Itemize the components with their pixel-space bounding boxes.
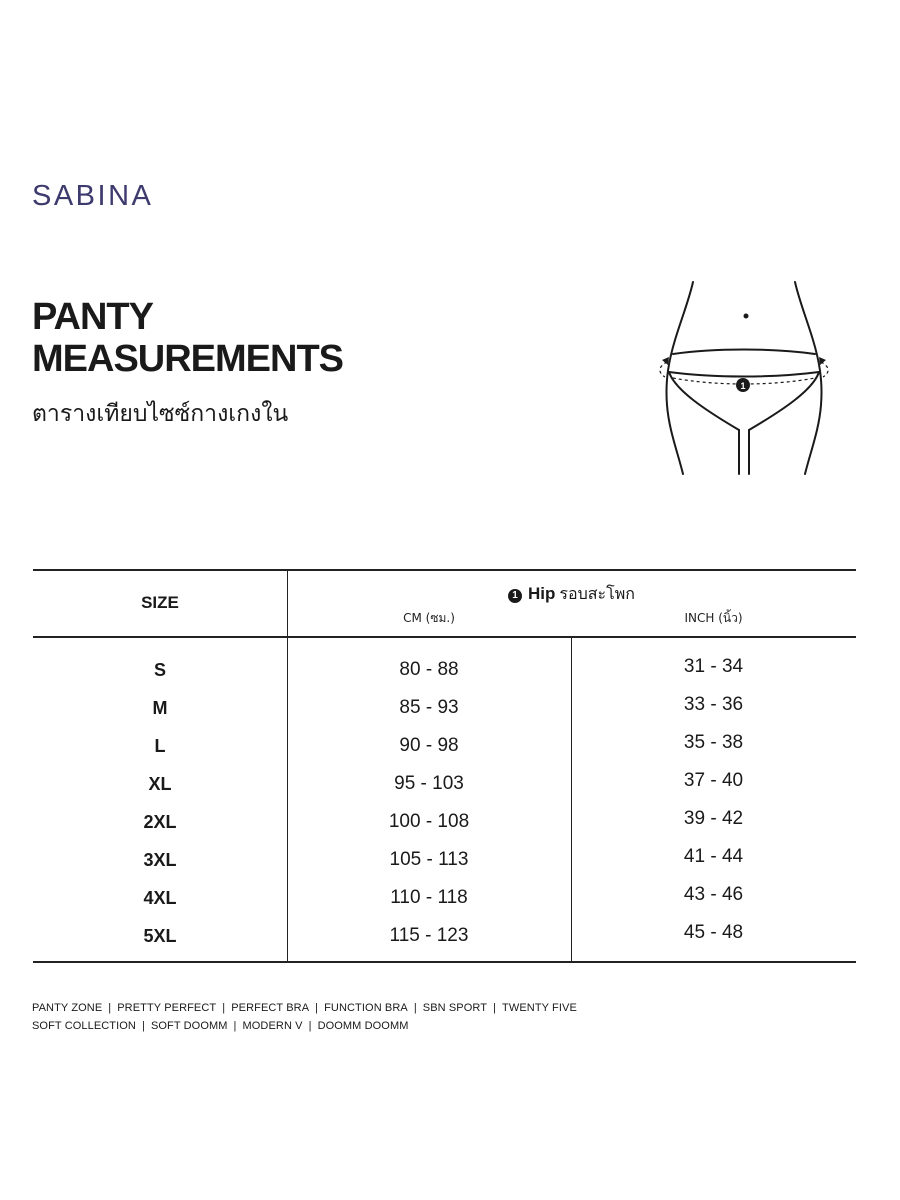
footer-separator: | <box>413 1002 417 1014</box>
table-row <box>33 810 856 848</box>
page-subtitle: ตารางเทียบไซซ์กางเกงใน <box>32 401 289 427</box>
table-row <box>33 658 856 696</box>
size-cell: M <box>152 698 168 718</box>
footer-line-2 <box>32 1017 577 1035</box>
hip-marker: 1 <box>508 589 522 603</box>
footer-item: PRETTY PERFECT <box>117 1002 217 1014</box>
footer-item: PERFECT BRA <box>231 1002 310 1014</box>
inch-cell: 39 - 42 <box>683 808 744 829</box>
cm-cell: 85 - 93 <box>399 697 459 718</box>
inch-cell: 45 - 48 <box>683 922 744 943</box>
cm-cell: 95 - 103 <box>394 773 464 794</box>
size-column-header: SIZE <box>141 593 179 612</box>
cm-cell: 100 - 108 <box>388 811 470 832</box>
size-cell: 5XL <box>143 926 177 946</box>
size-table <box>33 569 856 963</box>
footer-item: TWENTY FIVE <box>502 1002 577 1014</box>
title-line-1: PANTY <box>32 296 153 338</box>
arrow-head-right <box>819 357 826 365</box>
inch-cell: 37 - 40 <box>683 770 744 791</box>
footer-item: SBN SPORT <box>422 1002 488 1014</box>
cm-cell: 110 - 118 <box>390 887 468 908</box>
inch-cell: 33 - 36 <box>683 694 744 715</box>
page-title <box>32 296 343 380</box>
size-cell: S <box>153 660 166 680</box>
footer-item: MODERN V <box>242 1020 303 1032</box>
table-row <box>33 848 856 886</box>
waistband-top <box>673 350 815 355</box>
measure-marker-label: 1 <box>740 381 746 391</box>
inch-cell: 41 - 44 <box>683 846 744 867</box>
footer-item: FUNCTION BRA <box>324 1002 408 1014</box>
inch-cell: 43 - 46 <box>683 884 744 905</box>
size-cell: 2XL <box>143 812 177 832</box>
cm-cell: 90 - 98 <box>399 735 459 756</box>
body-left-contour <box>666 282 693 474</box>
brand-logo: SABINA <box>32 180 154 212</box>
table-row <box>33 924 856 962</box>
hip-measurement-figure <box>645 280 840 476</box>
footer-item: DOOMM DOOMM <box>317 1020 409 1032</box>
inch-cell: 31 - 34 <box>683 656 744 677</box>
hip-column-header <box>287 582 856 607</box>
table-top-rule <box>33 569 856 571</box>
table-row <box>33 772 856 810</box>
footer-separator: | <box>493 1002 497 1014</box>
table-row <box>33 696 856 734</box>
inch-cell: 35 - 38 <box>683 732 744 753</box>
size-cell: XL <box>148 774 172 794</box>
footer-item: PANTY ZONE <box>32 1002 103 1014</box>
footer-separator: | <box>222 1002 226 1014</box>
footer-separator: | <box>233 1020 237 1032</box>
footer-item: SOFT COLLECTION <box>32 1020 136 1032</box>
table-row <box>33 734 856 772</box>
measure-arrow-left <box>660 362 667 377</box>
navel <box>744 314 749 319</box>
footer-line-1 <box>32 999 577 1017</box>
footer-separator: | <box>108 1002 112 1014</box>
footer-separator: | <box>315 1002 319 1014</box>
footer-separator: | <box>308 1020 312 1032</box>
waistband-bottom <box>669 372 819 377</box>
footer-separator: | <box>141 1020 145 1032</box>
arrow-head-left <box>662 357 669 365</box>
leg-opening-right <box>749 372 819 430</box>
size-cell: L <box>154 736 166 756</box>
cm-unit-header: CM (ซม.) <box>403 611 455 625</box>
hip-label: Hip <box>528 584 556 603</box>
cm-cell: 80 - 88 <box>399 659 459 680</box>
body-right-contour <box>795 282 822 474</box>
measure-arrow-right <box>821 362 828 377</box>
collection-footer <box>32 999 577 1035</box>
table-header-rule <box>33 636 856 638</box>
inch-unit-header: INCH (นิ้ว) <box>684 611 743 625</box>
size-cell: 3XL <box>143 850 177 870</box>
footer-item: SOFT DOOMM <box>150 1020 228 1032</box>
table-row <box>33 886 856 924</box>
leg-opening-left <box>669 372 739 430</box>
hip-label-thai: รอบสะโพก <box>559 584 635 603</box>
cm-cell: 115 - 123 <box>389 925 469 946</box>
cm-cell: 105 - 113 <box>389 849 469 870</box>
size-cell: 4XL <box>143 888 177 908</box>
title-line-2: MEASUREMENTS <box>32 338 344 380</box>
